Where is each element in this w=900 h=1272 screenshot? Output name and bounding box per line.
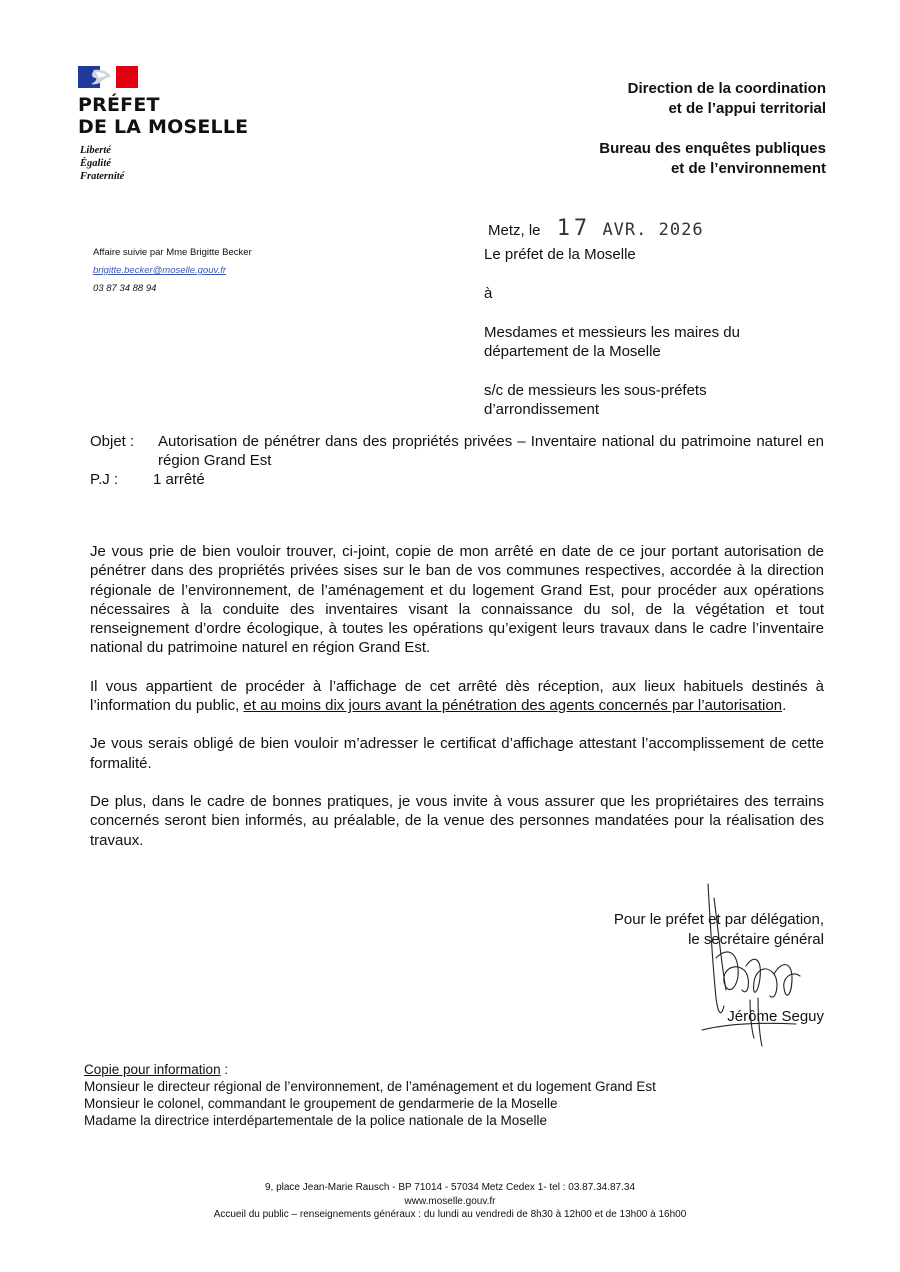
copy-item: Monsieur le directeur régional de l’environnement, de l’aménagement et du logement Grand Est (84, 1079, 656, 1094)
copies-block (84, 1061, 656, 1129)
motto-fraternite: Fraternité (80, 171, 125, 182)
sc-line2: d’arrondissement (484, 401, 600, 418)
body-paragraph-3: Je vous serais obligé de bien vouloir m’adresser le certificat d’affichage attestant l’accomplissement de cette formalité. (90, 735, 824, 772)
letter-body (90, 542, 824, 869)
to-word: à (484, 285, 493, 302)
signature-block (614, 910, 824, 950)
bureau-line2: et de l’environnement (670, 160, 826, 177)
copies-title-text: Copie pour information (84, 1062, 221, 1077)
direction-line1: Direction de la coordination (627, 80, 826, 97)
prefecture-logo (78, 66, 278, 183)
signature-line1: Pour le préfet et par délégation, (613, 911, 824, 928)
date-line (488, 216, 704, 241)
contact-phone: 03 87 34 88 94 (93, 283, 157, 294)
copies-title-colon: : (220, 1062, 229, 1077)
republic-motto (80, 144, 278, 183)
date-place: Metz, le (488, 222, 541, 239)
signature-line2: le secrétaire général (688, 931, 824, 948)
body-paragraph-2-end: . (782, 697, 787, 715)
contact-email-link[interactable]: brigitte.becker@moselle.gouv.fr (93, 265, 227, 276)
attachment-value: 1 arrêté (153, 471, 205, 488)
body-paragraph-1: Je vous prie de bien vouloir trouver, ci-joint, copie de mon arrêté en date de ce jour portant autorisation de pénétrer dans des propriétés privées sises sur le ban de vos communes respectives, accordée à la direction régionale de l’environnement, de l’aménagement et du logement Grand Est, pour procéder aux opérations nécessaires à la conduite des inventaires visant la connaissance du sol, de la végétation et tout renseignement d’ordre écologique, à toutes les opérations qu’exigent leurs travaux dans le cadre l’inventaire national du patrimoine naturel en région Grand Est. (90, 543, 824, 657)
date-month-year: AVR. 2026 (602, 220, 704, 240)
motto-liberte: Liberté (80, 145, 111, 156)
direction-line2: et de l’appui territorial (668, 100, 826, 117)
body-paragraph-2 (90, 677, 824, 716)
subject-block (90, 432, 824, 489)
date-stamp (556, 216, 704, 241)
prefecture-name-line2: DE LA MOSELLE (78, 116, 249, 138)
department-header (599, 79, 826, 179)
contact-label: Affaire suivie par Mme Brigitte Becker (93, 247, 252, 258)
footer-address: 9, place Jean-Marie Rausch - BP 71014 - 57034 Metz Cedex 1- tel : 03.87.34.87.34 (264, 1182, 636, 1193)
contact-block (93, 244, 252, 298)
footer-hours: Accueil du public – renseignements généraux : du lundi au vendredi de 8h30 à 12h00 et de 13h00 à 16h00 (213, 1209, 687, 1220)
marianne-logo-icon (78, 66, 138, 88)
body-paragraph-2-underlined: et au moins dix jours avant la pénétration des agents concernés par l’autorisation (243, 697, 783, 715)
body-paragraph-2-start: Il vous appartient de procéder à l’affichage de cet arrêté dès réception, aux lieux habituels destinés à l’information du public, (90, 677, 824, 715)
sc-line1: s/c de messieurs les sous-préfets (484, 382, 707, 399)
body-paragraph-4: De plus, dans le cadre de bonnes pratiques, je vous invite à vous assurer que les propriétaires des terrains concernés seront bien informés, au préalable, de la venue des personnes mandatées pour la réalisation des travaux. (90, 792, 824, 849)
prefecture-name (78, 94, 278, 138)
attachment-label: P.J : (90, 471, 119, 488)
subject-label: Objet : (90, 433, 135, 450)
copies-title (84, 1061, 656, 1078)
motto-egalite: Égalité (80, 158, 111, 169)
recipients-block (484, 245, 740, 419)
subject-text: Autorisation de pénétrer dans des propriétés privées – Inventaire national du patrimoine naturel en région Grand Est (158, 433, 824, 469)
footer-website-link[interactable]: www.moselle.gouv.fr (404, 1195, 496, 1207)
signer-name: Jérôme Seguy (727, 1008, 824, 1025)
footer (0, 1181, 900, 1222)
copy-item: Madame la directrice interdépartementale de la police nationale de la Moselle (84, 1113, 548, 1128)
addressee-line2: département de la Moselle (484, 343, 661, 360)
date-day: 17 (556, 216, 592, 241)
addressee-line1: Mesdames et messieurs les maires du (484, 324, 740, 341)
prefecture-name-line1: PRÉFET (78, 94, 160, 116)
sender: Le préfet de la Moselle (484, 246, 636, 263)
bureau-line1: Bureau des enquêtes publiques (599, 140, 826, 157)
copy-item: Monsieur le colonel, commandant le groupement de gendarmerie de la Moselle (84, 1096, 558, 1111)
